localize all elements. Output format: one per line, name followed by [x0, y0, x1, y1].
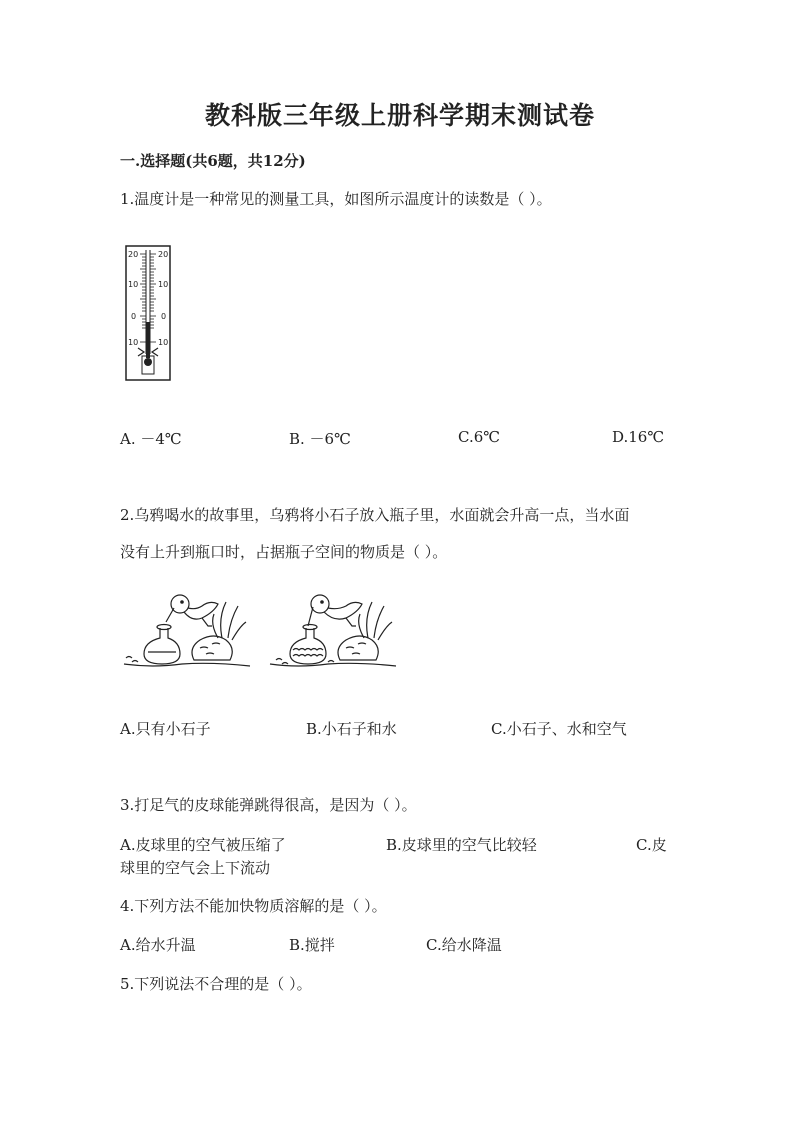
- question-2-line-2: 没有上升到瓶口时，占据瓶子空间的物质是（ ）。: [120, 543, 448, 561]
- q3-option-c-continued: 球里的空气会上下流动: [120, 859, 271, 877]
- q4-option-a: A.给水升温: [120, 936, 196, 954]
- q4-option-b: B.搅拌: [289, 936, 335, 954]
- scale-label: 0: [161, 312, 167, 321]
- q3-option-a: A.皮球里的空气被压缩了: [120, 836, 286, 854]
- scale-label: 10: [128, 338, 139, 347]
- q1-option-d: D.16℃: [612, 428, 665, 446]
- crow-drinking-image-2: [268, 592, 398, 672]
- q2-option-b: B.小石子和水: [306, 720, 397, 738]
- crow-drinking-image-1: [122, 592, 252, 672]
- question-4-text: 4.下列方法不能加快物质溶解的是（ ）。: [120, 897, 387, 915]
- q2-option-a: A.只有小石子: [120, 720, 211, 738]
- scale-label: 0: [131, 312, 137, 321]
- q1-option-b: B. －6℃: [289, 430, 351, 448]
- scale-label: 20: [158, 250, 169, 259]
- q1-option-c: C.6℃: [458, 428, 501, 446]
- question-2-line-1: 2.乌鸦喝水的故事里，乌鸦将小石子放入瓶子里，水面就会升高一点，当水面: [120, 506, 630, 524]
- q2-option-c: C.小石子、水和空气: [491, 720, 627, 738]
- q1-option-a: A. －4℃: [120, 430, 182, 448]
- question-1-text: 1.温度计是一种常见的测量工具，如图所示温度计的读数是（ ）。: [120, 190, 552, 208]
- q4-option-c: C.给水降温: [426, 936, 502, 954]
- question-5-text: 5.下列说法不合理的是（ ）。: [120, 975, 312, 993]
- scale-label: 10: [158, 338, 169, 347]
- scale-label: 10: [158, 280, 169, 289]
- section-heading: 一.选择题(共6题，共12分): [120, 152, 306, 170]
- q3-option-b: B.皮球里的空气比较轻: [386, 836, 537, 854]
- q3-option-c: C.皮: [636, 836, 667, 854]
- page-title: 教科版三年级上册科学期末测试卷: [204, 101, 595, 130]
- scale-label: 10: [128, 280, 139, 289]
- question-3-text: 3.打足气的皮球能弹跳得很高，是因为（ ）。: [120, 796, 417, 814]
- scale-label: 20: [128, 250, 139, 259]
- thermometer-image: [122, 244, 174, 384]
